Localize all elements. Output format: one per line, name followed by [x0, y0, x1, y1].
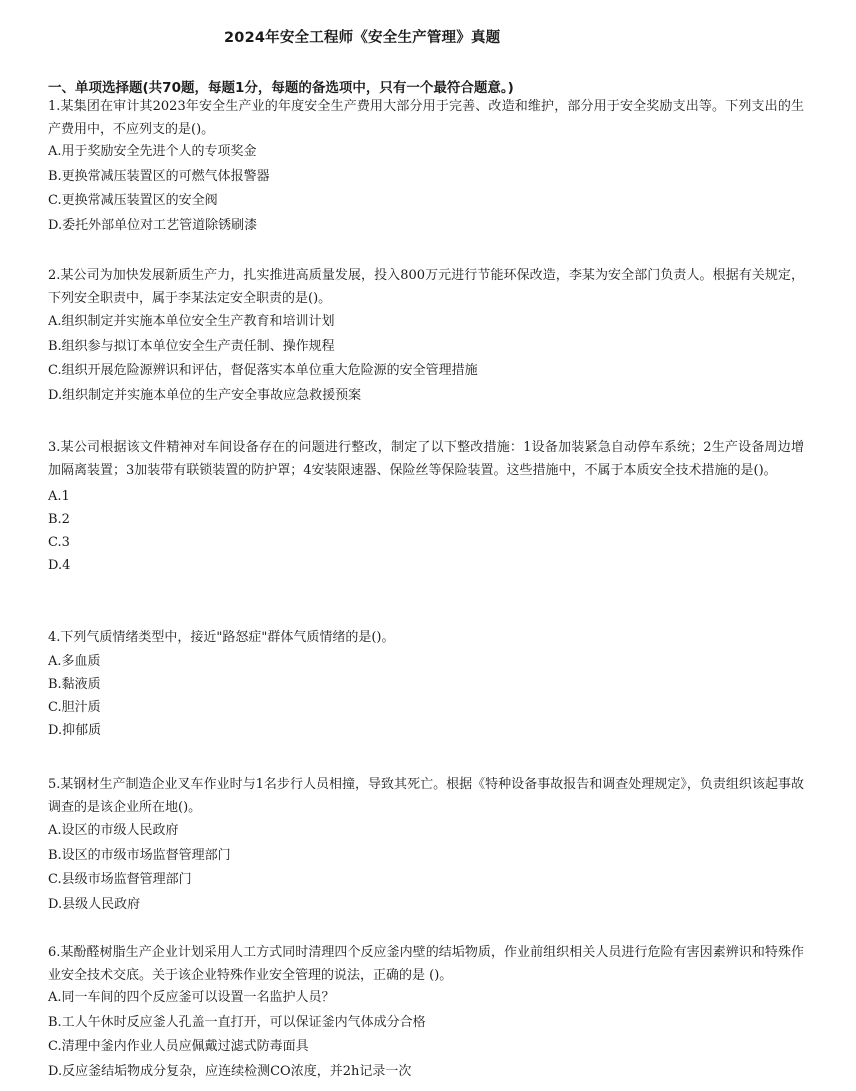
option-a: A.多血质 [48, 653, 101, 669]
option-d: D.反应釜结垢物成分复杂，应连续检测CO浓度，并2h记录一次 [48, 1063, 412, 1079]
question-3 [48, 437, 804, 580]
option-d: D.组织制定并实施本单位的生产安全事故应急救援预案 [48, 387, 362, 403]
option-a: A.设区的市级人民政府 [48, 823, 179, 838]
option-b: B.更换常减压装置区的可燃气体报警器 [48, 168, 270, 184]
question-5 [48, 774, 804, 920]
section-heading: 一、单项选择题(共70题，每题1分，每题的备选项中，只有一个最符合题意。) [48, 80, 514, 96]
option-a: A.用于奖励安全先进个人的专项奖金 [48, 144, 257, 159]
question-stem: 2.某公司为加快发展新质生产力，扎实推进高质量发展，投入800万元进行节能环保改造，李某为安全部门负责人。根据有关规定，下列安全职责中，属于李某法定安全职责的是()。 [48, 268, 804, 306]
question-stem: 6.某酚醛树脂生产企业计划采用人工方式同时清理四个反应釜内壁的结垢物质，作业前组织相关人员进行危险有害因素辨识和特殊作业安全技术交底。关于该企业特殊作业安全管理的说法，正确的是 ()。 [48, 945, 804, 983]
question-stem: 4.下列气质情绪类型中，接近"路怒症"群体气质情绪的是()。 [48, 630, 395, 645]
option-b: B.工人午休时反应釜人孔盖一直打开，可以保证釜内气体成分合格 [48, 1014, 426, 1030]
option-a: A.同一车间的四个反应釜可以设置一名监护人员？ [48, 990, 335, 1005]
option-c: C.县级市场监督管理部门 [48, 872, 192, 887]
question-2 [48, 265, 804, 411]
option-c: C.组织开展危险源辨识和评估，督促落实本单位重大危险源的安全管理措施 [48, 363, 478, 378]
option-d: D.抑郁质 [48, 722, 102, 738]
question-1 [48, 96, 804, 241]
option-d: D.4 [48, 558, 71, 573]
option-b: B.2 [48, 512, 70, 527]
option-b: B.黏液质 [48, 676, 101, 692]
option-b: B.组织参与拟订本单位安全生产责任制、操作规程 [48, 338, 335, 354]
question-stem: 5.某钢材生产制造企业叉车作业时与1名步行人员相撞，导致其死亡。根据《特种设备事故报告和调查处理规定》，负责组织该起事故调查的是该企业所在地()。 [48, 777, 804, 815]
option-c: C.胆汁质 [48, 699, 101, 715]
option-b: B.设区的市级市场监督管理部门 [48, 847, 231, 863]
option-c: C.3 [48, 535, 70, 550]
option-a: A.1 [48, 489, 70, 504]
question-stem: 3.某公司根据该文件精神对车间设备存在的问题进行整改，制定了以下整改措施：1设备加装紧急自动停车系统；2生产设备周边增加隔离装置；3加装带有联锁装置的防护罩；4安装限速器、保险丝等保险装置。这些措施中，不属于本质安全技术措施的是()。 [48, 440, 804, 478]
document-title: 2024年安全工程师《安全生产管理》真题 [224, 30, 501, 46]
option-c: C.更换常减压装置区的安全阀 [48, 193, 218, 208]
question-stem: 1.某集团在审计其2023年安全生产业的年度安全生产费用大部分用于完善、改造和维护，部分用于安全奖励支出等。下列支出的生产费用中，不应列支的是()。 [48, 99, 804, 137]
question-6 [48, 942, 804, 1087]
question-4 [48, 627, 804, 745]
option-d: D.委托外部单位对工艺管道除锈刷漆 [48, 217, 258, 233]
option-d: D.县级人民政府 [48, 896, 141, 912]
option-c: C.清理中釜内作业人员应佩戴过滤式防毒面具 [48, 1039, 309, 1054]
option-a: A.组织制定并实施本单位安全生产教育和培训计划 [48, 314, 335, 329]
